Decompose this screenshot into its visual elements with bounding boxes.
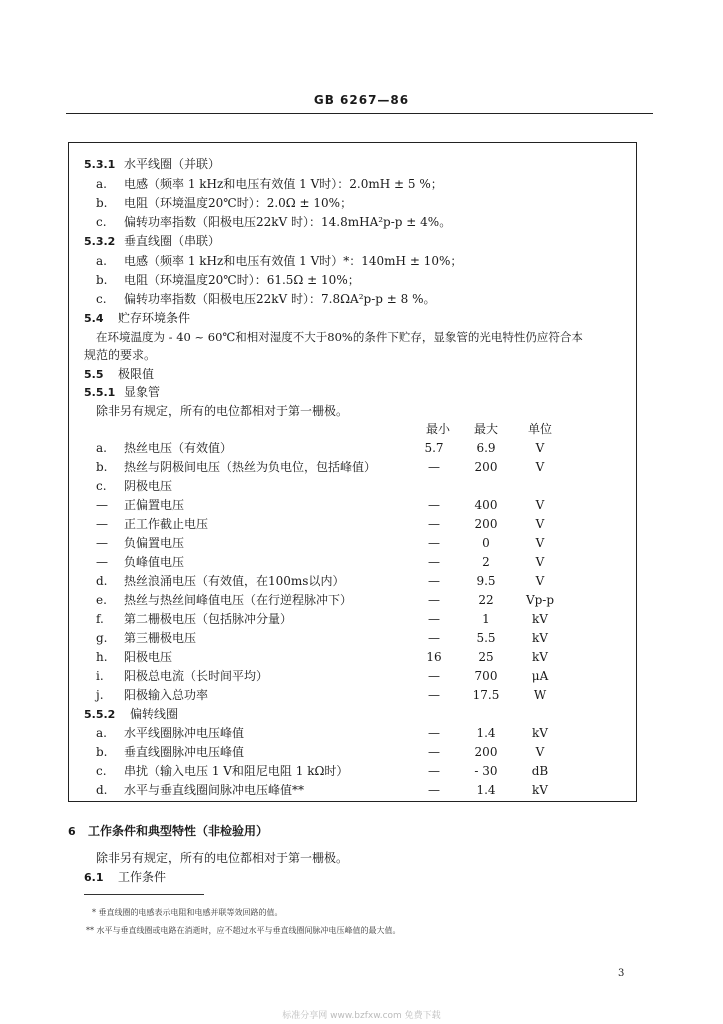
row-unit: kV [532,650,548,664]
section-552-number: 5.5.2 [84,708,116,721]
row-label: 阴极电压 [124,479,173,493]
row-max: 22 [478,593,494,607]
section-54-para-line2: 规范的要求。 [84,348,157,362]
footnote-2: ** 水平与垂直线圈或电路在消逝时，应不超过水平与垂直线圈间脉冲电压峰值的最大值。 [86,926,401,935]
row-max: 200 [474,460,498,474]
col-header-max: 最大 [473,422,498,436]
row-max: 200 [474,517,498,531]
row-max: 0 [482,536,490,550]
row-letter: g. [96,631,108,645]
row-unit: V [535,498,545,512]
section-55-title: 极限值 [118,367,155,381]
row-min: — [428,688,440,702]
row-letter: — [96,536,108,550]
row-label: 热丝电压（有效值） [124,441,233,455]
row-min: — [428,593,440,607]
row-label: 水平与垂直线圈间脉冲电压峰值** [124,783,305,797]
row-max: 200 [474,745,498,759]
section-54-title: 贮存环境条件 [118,311,191,325]
s532-c-letter: c. [96,292,107,306]
section-54-number: 5.4 [84,312,104,325]
row-min: 16 [426,650,442,664]
row-label: 垂直线圈脉冲电压峰值 [124,745,245,759]
footnote-rule [84,894,204,895]
s531-c-text: 偏转功率指数（阳极电压22kV 时）：14.8mHA²p-p ± 4%。 [124,215,452,229]
section-532-title: 垂直线圈（串联） [124,234,221,248]
row-unit: V [535,555,545,569]
row-min: 5.7 [424,441,444,455]
row-unit: Vp-p [525,593,555,607]
row-label: 负峰值电压 [124,555,185,569]
row-letter: e. [96,593,107,607]
row-min: — [428,783,440,797]
s532-a-letter: a. [96,254,107,268]
section-531-title: 水平线圈（并联） [124,157,221,171]
row-label: 第二栅极电压（包括脉冲分量） [124,612,293,626]
row-label: 负偏置电压 [124,536,185,550]
row-letter: a. [96,726,107,740]
s531-a-text: 电感（频率 1 kHz和电压有效值 1 V时）：2.0mH ± 5 %； [124,177,443,191]
row-letter: c. [96,764,107,778]
row-max: 1 [482,612,490,626]
document-header: GB 6267—86 [313,93,410,107]
col-header-min: 最小 [425,422,450,436]
row-label: 串扰（输入电压 1 V和阻尼电阻 1 kΩ时） [124,764,349,778]
row-letter: — [96,555,108,569]
section-532-number: 5.3.2 [84,235,116,248]
row-min: — [428,498,440,512]
row-min: — [428,726,440,740]
row-min: — [428,517,440,531]
row-max: 5.5 [476,631,496,645]
row-label: 正工作截止电压 [124,517,209,531]
row-max: 25 [478,650,494,664]
watermark: 标准分享网 www.bzfxw.com 免费下载 [282,1011,441,1021]
row-label: 热丝与热丝间峰值电压（在行逆程脉冲下） [124,593,353,607]
row-label: 热丝浪涌电压（有效值，在100ms以内） [124,574,345,588]
section-6-intro: 除非另有规定，所有的电位都相对于第一栅极。 [96,851,349,865]
footnote-1: * 垂直线圈的电感表示电阻和电感并联等效回路的值。 [92,908,283,917]
row-max: 700 [474,669,498,683]
row-unit: V [535,517,545,531]
section-551-intro: 除非另有规定，所有的电位都相对于第一栅极。 [96,404,349,418]
row-letter: — [96,517,108,531]
row-min: — [428,669,440,683]
row-min: — [428,612,440,626]
row-max: 1.4 [476,783,496,797]
row-max: 9.5 [476,574,496,588]
row-min: — [428,745,440,759]
section-6-title: 工作条件和典型特性（非检验用） [88,824,269,838]
s532-a-text: 电感（频率 1 kHz和电压有效值 1 V时）*：140mH ± 10%； [124,254,463,268]
row-max: 17.5 [472,688,500,702]
section-551-title: 显象管 [124,385,161,399]
row-min: — [428,460,440,474]
row-label: 正偏置电压 [124,498,185,512]
row-unit: kV [532,631,548,645]
row-min: — [428,536,440,550]
row-unit: V [535,745,545,759]
section-61-title: 工作条件 [118,870,167,884]
row-min: — [428,574,440,588]
page-number: 3 [618,968,625,979]
row-label: 阳极电压 [124,650,173,664]
s531-c-letter: c. [96,215,107,229]
row-max: 1.4 [476,726,496,740]
row-letter: a. [96,441,107,455]
row-letter: b. [96,745,108,759]
row-letter: i. [96,669,104,683]
row-max: - 30 [474,764,498,778]
s532-b-letter: b. [96,273,108,287]
row-max: 400 [474,498,498,512]
s531-b-letter: b. [96,196,108,210]
row-label: 热丝与阴极间电压（热丝为负电位，包括峰值） [124,460,377,474]
row-unit: μA [531,669,549,683]
row-min: — [428,555,440,569]
row-unit: W [533,688,547,702]
row-unit: V [535,536,545,550]
row-unit: V [535,441,545,455]
section-55-number: 5.5 [84,368,104,381]
row-max: 2 [482,555,490,569]
row-max: 6.9 [476,441,496,455]
row-letter: f. [96,612,104,626]
row-unit: V [535,574,545,588]
section-552-title: 偏转线圈 [130,707,179,721]
section-6-number: 6 [68,825,76,838]
row-letter: d. [96,783,108,797]
row-letter: — [96,498,108,512]
row-unit: kV [532,783,548,797]
section-551-number: 5.5.1 [84,386,116,399]
row-label: 第三栅极电压 [124,631,197,645]
section-531-number: 5.3.1 [84,158,116,171]
s531-a-letter: a. [96,177,107,191]
row-label: 水平线圈脉冲电压峰值 [124,726,245,740]
row-unit: V [535,460,545,474]
row-unit: kV [532,612,548,626]
row-min: — [428,631,440,645]
s531-b-text: 电阻（环境温度20℃时）：2.0Ω ± 10%； [124,196,353,210]
row-letter: b. [96,460,108,474]
section-61-number: 6.1 [84,871,104,884]
header-rule [66,113,653,114]
s532-c-text: 偏转功率指数（阳极电压22kV 时）：7.8ΩA²p-p ± 8 %。 [124,292,436,306]
row-min: — [428,764,440,778]
row-letter: c. [96,479,107,493]
col-header-unit: 单位 [527,422,552,436]
row-label: 阳极总电流（长时间平均） [124,669,269,683]
row-label: 阳极输入总功率 [124,688,209,702]
row-letter: h. [96,650,108,664]
row-letter: j. [96,688,104,702]
row-unit: kV [532,726,548,740]
s532-b-text: 电阻（环境温度20℃时）：61.5Ω ± 10%； [124,273,360,287]
row-letter: d. [96,574,108,588]
section-54-para-line1: 在环境温度为 - 40 ~ 60℃和相对湿度不大于80%的条件下贮存，显象管的光电特性仍应符合本 [96,330,583,344]
row-unit: dB [531,764,549,778]
